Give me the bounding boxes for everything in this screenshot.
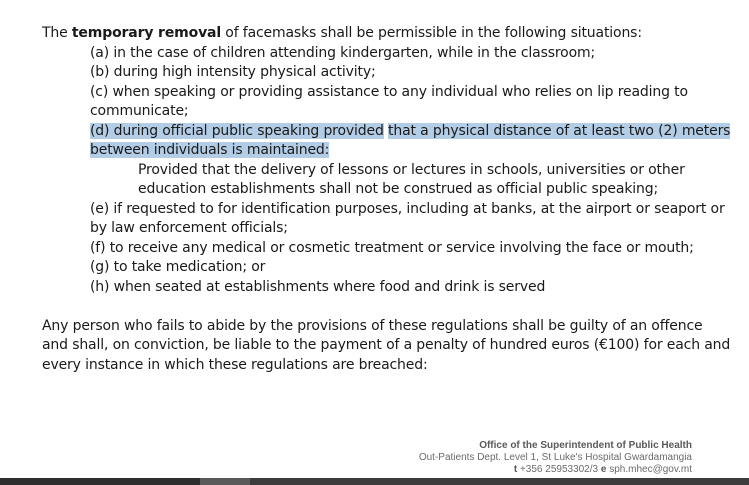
item-d-line2: [90, 141, 329, 160]
penalty-line1: Any person who fails to abide by the provisions of these regulations shall be guilty of an offence: [42, 318, 703, 334]
footer-office: [479, 440, 692, 452]
proviso-line2: education establishments shall not be construed as official public speaking;: [138, 181, 659, 197]
intro-prefix: The: [42, 25, 72, 41]
proviso-line1: Provided that the delivery of lessons or lectures in schools, universities or other: [138, 162, 685, 178]
email-label: e: [600, 464, 607, 475]
intro-paragraph: [42, 24, 642, 43]
intro-bold: temporary removal: [71, 25, 221, 41]
item-e-line1: (e) if requested to for identification purposes, including at banks, at the airport or seaport or: [90, 201, 725, 217]
email-address: sph.mhec@gov.mt: [609, 464, 692, 475]
bar-segment: [0, 478, 200, 485]
item-g: (g) to take medication; or: [90, 259, 266, 275]
footer-office-name: Office of the Superintendent of Public Health: [479, 440, 692, 451]
phone-number: +356 25953302/3: [519, 464, 599, 475]
item-a: (a) in the case of children attending kindergarten, while in the classroom;: [90, 45, 596, 61]
item-h: (h) when seated at establishments where food and drink is served: [90, 279, 546, 295]
bar-segment: [250, 478, 749, 485]
penalty-line3: every instance in which these regulations are breached:: [42, 357, 428, 373]
item-c-line2: communicate;: [90, 103, 189, 119]
penalty-line2: and shall, on conviction, be liable to the payment of a penalty of hundred euros (€100) for each and: [42, 337, 731, 353]
selected-text[interactable]: between individuals is maintained:: [90, 142, 330, 158]
footer-contact: [514, 464, 692, 476]
item-d-line1: [90, 122, 730, 141]
item-c-line1: (c) when speaking or providing assistance to any individual who relies on lip reading to: [90, 84, 688, 100]
item-e-line2: by law enforcement officials;: [90, 220, 288, 236]
selected-text[interactable]: (d) during official public speaking provided: [90, 123, 384, 139]
viewer-bottom-bar: [0, 478, 749, 485]
selected-text[interactable]: that a physical distance of at least two (2) meters: [388, 123, 731, 139]
intro-suffix: of facemasks shall be permissible in the following situations:: [221, 25, 642, 41]
item-b: (b) during high intensity physical activity;: [90, 64, 376, 80]
footer-address: Out-Patients Dept. Level 1, St Luke's Hospital Gwardamangia: [418, 452, 692, 463]
bar-segment: [200, 478, 250, 485]
phone-label: t: [513, 464, 518, 475]
item-f: (f) to receive any medical or cosmetic treatment or service involving the face or mouth;: [90, 240, 694, 256]
